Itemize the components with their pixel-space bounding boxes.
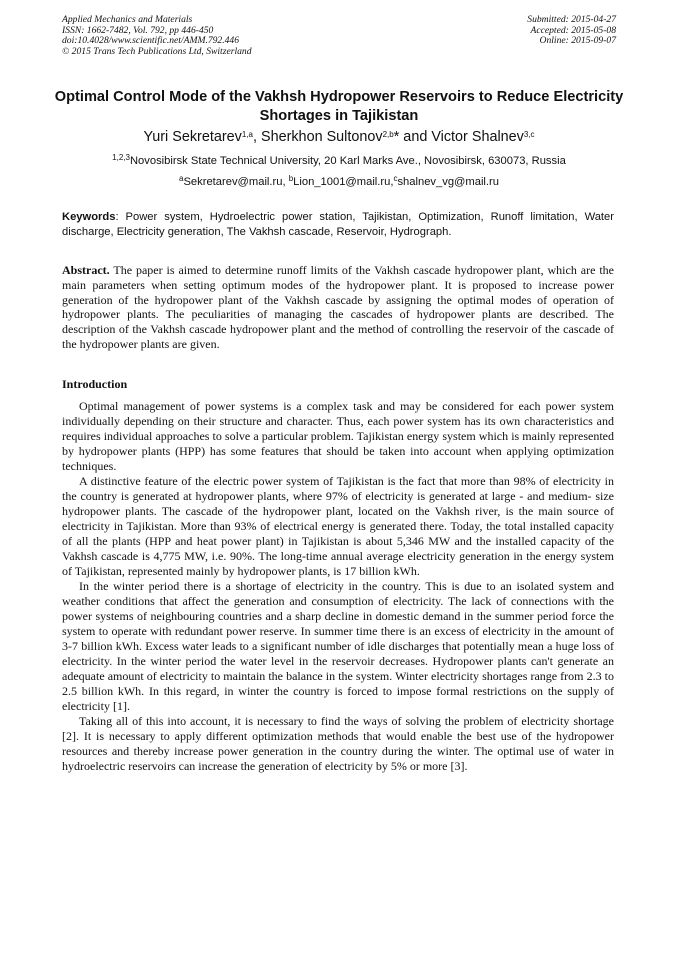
section-heading-introduction: Introduction	[62, 377, 128, 391]
corresponding-mark: *	[393, 129, 400, 145]
keywords-label: Keywords	[62, 211, 116, 223]
author-name: Victor Shalnev	[431, 129, 524, 145]
abstract	[62, 263, 614, 352]
author-sup: 1,a	[241, 130, 253, 139]
paragraph: Optimal management of power systems is a complex task and may be considered for each power system individually depending on their structure and character. Thus, each power system has its own characteristics and requires individual approaches to solve a particular problem. Tajikistan energy system which is mainly represented by hydropower plants (HPP) has some features that should be taken into account when applying optimization techniques.	[62, 399, 614, 473]
email-link[interactable]: Sekretarev@mail.ru,	[183, 176, 289, 188]
author-name: Yuri Sekretarev	[143, 129, 242, 145]
affiliation	[30, 154, 648, 168]
introduction-body	[62, 399, 614, 774]
journal-name: Applied Mechanics and Materials	[62, 14, 193, 25]
author-sup: 2,b	[382, 130, 394, 139]
affiliation-sup: 1,2,3	[112, 153, 130, 162]
abstract-label: Abstract.	[62, 263, 110, 277]
submission-dates	[527, 15, 616, 47]
paragraph: A distinctive feature of the electric power system of Tajikistan is the fact that more than 98% of electricity in the country is generated at hydropower plants, where 97% of electricity is generated at large - and medium- size hydropower plants. The cascade of the hydropower plant, located on the Vakhsh river, is the main source of electricity in Tajikistan. More than 93% of electrical energy is generated there. Today, the total installed capacity of all the plants (HPP and heat power plant) in Tajikistan is about 5,346 MW and the installed capacity of the Vakhsh cascade is 4,775 MW, i.e. 90%. The long-time annual average electricity generation in the energy system of Tajikistan, represented mainly by hydropower plants, is 17 billion kWh.	[62, 474, 614, 578]
author-sup: 3,c	[523, 130, 535, 139]
submitted-date: Submitted: 2015-04-27	[527, 14, 616, 25]
email-sup: c	[393, 174, 398, 183]
journal-doi[interactable]: doi:10.4028/www.scientific.net/AMM.792.446	[62, 35, 240, 47]
author-list	[30, 128, 648, 146]
email-sup: a	[179, 174, 184, 183]
online-date: Online: 2015-09-07	[539, 35, 616, 47]
paragraph: Taking all of this into account, it is necessary to find the ways of solving the problem of electricity shortage [2]. It is necessary to apply different optimization methods that would enable the best use of the hydropower resources and thereby increase power generation in the country during the winter. The optimal use of water in hydroelectric reservoirs can increase the generation of electricity by 5% or more [3].	[62, 714, 614, 773]
keywords	[62, 210, 614, 240]
paper-title: Optimal Control Mode of the Vakhsh Hydropower Reservoirs to Reduce Electricity Shortages in Tajikistan	[54, 89, 624, 124]
journal-copyright: © 2015 Trans Tech Publications Ltd, Switzerland	[62, 45, 252, 57]
paragraph: In the winter period there is a shortage of electricity in the country. This is due to an isolated system and weather conditions that affect the generation and consumption of electricity. The lack of connections with the power systems of neighbouring countries and a sharp decline in domestic demand in the summer period force the system to operate with redundant power reserve. In summer time there is an excess of electricity in the amount of 3-7 billion kWh. Excess water leads to a significant number of idle discharges that potentially mean a huge loss of electricity. In the winter period the water level in the reservoir decreases. Hydropower plants can't generate an adequate amount of electricity to maintain the balance in the system. Winter electricity shortages range from 2.3 to 2.5 billion kWh. In this regard, in winter the country is forced to impose formal restrictions on the supply of electricity [1].	[62, 579, 614, 713]
email-link[interactable]: Lion_1001@mail.ru,	[293, 176, 394, 188]
journal-issn: ISSN: 1662-7482, Vol. 792, pp 446-450	[62, 24, 214, 36]
abstract-text: The paper is aimed to determine runoff limits of the Vakhsh cascade hydropower plant, which are the main parameters when setting optimum modes of the hydropower plant. It is proposed to increase power generation of the hydropower plant of the Vakhsh cascade by assigning the optimal modes of operation of hydropower plants. The peculiarities of managing the cascades of hydropower plants are described. The description of the Vakhsh cascade hydropower plant and the method of controlling the reservoir of the cascade of the hydropower plants are given.	[62, 263, 614, 351]
keywords-text: : Power system, Hydroelectric power station, Tajikistan, Optimization, Runoff limitation, Water discharge, Electricity generation, The Vakhsh cascade, Reservoir, Hydrograph.	[62, 211, 614, 238]
accepted-date: Accepted: 2015-05-08	[530, 24, 616, 36]
author-name: Sherkhon Sultonov	[260, 129, 383, 145]
author-separator: and	[399, 129, 432, 145]
author-emails	[30, 175, 648, 189]
affiliation-text: Novosibirsk State Technical University, 20 Karl Marks Ave., Novosibirsk, 630073, Russia	[129, 155, 566, 167]
email-link[interactable]: shalnev_vg@mail.ru	[397, 176, 499, 188]
author-separator: ,	[252, 129, 261, 145]
journal-header	[62, 15, 252, 57]
email-sup: b	[288, 174, 294, 183]
